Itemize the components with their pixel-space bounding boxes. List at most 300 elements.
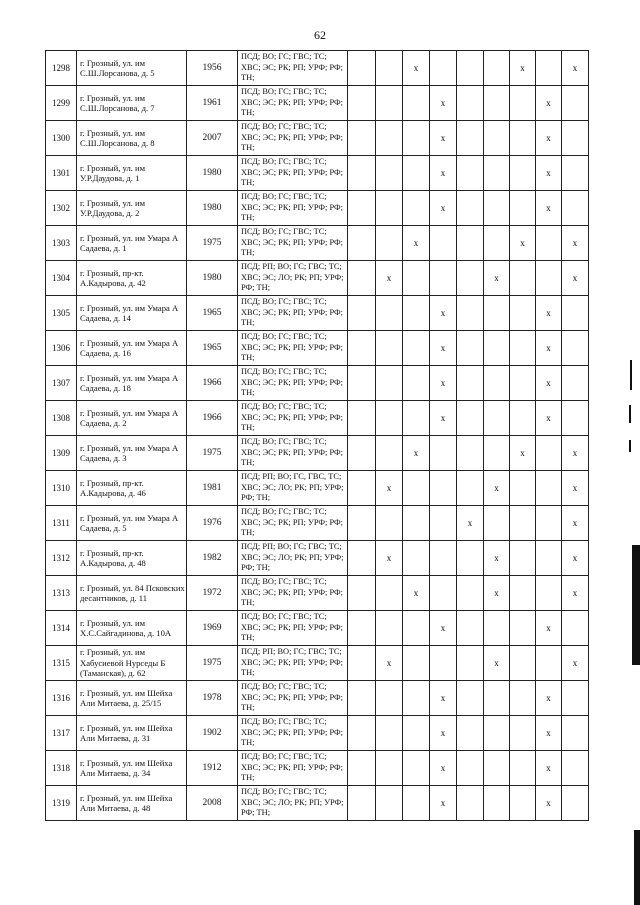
mark-cell (562, 156, 589, 191)
table-row (46, 51, 589, 86)
mark-cell: x (430, 191, 457, 226)
services-cell: ПСД; ВО; ГС; ГВС; ТС; ХВС; ЭС; РК; РП; УРФ; РФ; ТН; (238, 611, 348, 646)
mark-cell (562, 786, 589, 821)
table-row (46, 611, 589, 646)
mark-cell (510, 541, 536, 576)
mark-cell (457, 296, 484, 331)
mark-cell: x (376, 261, 403, 296)
table-row (46, 121, 589, 156)
mark-cell: x (562, 261, 589, 296)
mark-cell (536, 471, 562, 506)
row-number-cell: 1319 (46, 786, 77, 821)
scan-edge-mark (634, 830, 640, 905)
mark-cell (457, 226, 484, 261)
address-cell: г. Грозный, ул. им Умара А Садаева, д. 18 (77, 366, 187, 401)
mark-cell (562, 716, 589, 751)
mark-cell (510, 191, 536, 226)
mark-cell (403, 366, 430, 401)
mark-cell: x (403, 51, 430, 86)
mark-cell (457, 401, 484, 436)
mark-cell: x (484, 646, 510, 681)
mark-cell (430, 471, 457, 506)
mark-cell: x (536, 191, 562, 226)
mark-cell: x (562, 51, 589, 86)
services-cell: ПСД; ВО; ГС; ГВС; ТС; ХВС; ЭС; РК; РП; УРФ; РФ; ТН; (238, 86, 348, 121)
table-row (46, 191, 589, 226)
mark-cell (510, 296, 536, 331)
mark-cell: x (536, 611, 562, 646)
table-row (46, 471, 589, 506)
mark-cell: x (430, 296, 457, 331)
mark-cell (430, 541, 457, 576)
year-cell: 1912 (187, 751, 238, 786)
table-row (46, 366, 589, 401)
mark-cell: x (536, 86, 562, 121)
mark-cell (536, 226, 562, 261)
mark-cell (536, 51, 562, 86)
mark-cell (536, 261, 562, 296)
address-cell: г. Грозный, ул. им С.Ш.Лорсанова, д. 5 (77, 51, 187, 86)
address-cell: г. Грозный, ул. им Умара А Садаева, д. 2 (77, 401, 187, 436)
year-cell: 1978 (187, 681, 238, 716)
mark-cell (376, 751, 403, 786)
mark-cell (457, 576, 484, 611)
mark-cell (457, 86, 484, 121)
mark-cell (376, 576, 403, 611)
services-cell: ПСД; ВО; ГС; ГВС; ТС; ХВС; ЭС; РК; РП; УРФ; РФ; ТН; (238, 401, 348, 436)
mark-cell: x (536, 786, 562, 821)
services-cell: ПСД; ВО; ГС; ГВС; ТС; ХВС; ЭС; РК; РП; УРФ; РФ; ТН; (238, 436, 348, 471)
mark-cell (403, 751, 430, 786)
table-row (46, 786, 589, 821)
mark-cell (457, 751, 484, 786)
services-cell: ПСД; ВО; ГС; ГВС; ТС; ХВС; ЭС; РК; РП; УРФ; РФ; ТН; (238, 121, 348, 156)
mark-cell (457, 681, 484, 716)
mark-cell (562, 296, 589, 331)
mark-cell: x (562, 471, 589, 506)
mark-cell (536, 576, 562, 611)
table-row (46, 751, 589, 786)
mark-cell (457, 156, 484, 191)
mark-cell: x (484, 541, 510, 576)
mark-cell (510, 646, 536, 681)
mark-cell (348, 226, 376, 261)
row-number-cell: 1311 (46, 506, 77, 541)
mark-cell: x (536, 716, 562, 751)
mark-cell (430, 646, 457, 681)
mark-cell: x (484, 576, 510, 611)
mark-cell (536, 506, 562, 541)
mark-cell (562, 751, 589, 786)
mark-cell (403, 716, 430, 751)
mark-cell (536, 541, 562, 576)
mark-cell (348, 331, 376, 366)
mark-cell (484, 366, 510, 401)
mark-cell (348, 751, 376, 786)
table-row (46, 541, 589, 576)
mark-cell (484, 191, 510, 226)
mark-cell (510, 471, 536, 506)
address-cell: г. Грозный, ул. им Шейха Али Митаева, д. 31 (77, 716, 187, 751)
mark-cell (430, 436, 457, 471)
mark-cell (457, 436, 484, 471)
mark-cell: x (376, 646, 403, 681)
services-cell: ПСД; ВО; ГС; ГВС; ТС; ХВС; ЭС; РК; РП; УРФ; РФ; ТН; (238, 331, 348, 366)
mark-cell: x (430, 86, 457, 121)
mark-cell (536, 436, 562, 471)
mark-cell (376, 226, 403, 261)
mark-cell (403, 191, 430, 226)
services-cell: ПСД; РП; ВО; ГС, ГВС, ТС; ХВС; ЭС; ЛО; РК; РП; УРФ; РФ; ТН; (238, 471, 348, 506)
services-cell: ПСД; ВО; ГС; ГВС; ТС; ХВС; ЭС; РК; РП; УРФ; РФ; ТН; (238, 296, 348, 331)
mark-cell: x (562, 506, 589, 541)
mark-cell (510, 576, 536, 611)
row-number-cell: 1306 (46, 331, 77, 366)
address-cell: г. Грозный, пр-кт. А.Кадырова, д. 42 (77, 261, 187, 296)
row-number-cell: 1302 (46, 191, 77, 226)
mark-cell (376, 296, 403, 331)
mark-cell (562, 331, 589, 366)
row-number-cell: 1298 (46, 51, 77, 86)
address-cell: г. Грозный, ул. им Шейха Али Митаева, д. 48 (77, 786, 187, 821)
mark-cell: x (430, 681, 457, 716)
mark-cell (376, 191, 403, 226)
mark-cell (430, 51, 457, 86)
address-cell: г. Грозный, ул. им Умара А Садаева, д. 3 (77, 436, 187, 471)
mark-cell (510, 86, 536, 121)
year-cell: 2007 (187, 121, 238, 156)
mark-cell (562, 191, 589, 226)
row-number-cell: 1304 (46, 261, 77, 296)
mark-cell: x (376, 471, 403, 506)
services-cell: ПСД; ВО; ГС; ГВС; ТС; ХВС; ЭС; РК; РП; УРФ; РФ; ТН; (238, 681, 348, 716)
mark-cell (484, 506, 510, 541)
year-cell: 1965 (187, 296, 238, 331)
mark-cell (510, 716, 536, 751)
mark-cell: x (430, 121, 457, 156)
mark-cell: x (536, 366, 562, 401)
mark-cell: x (430, 611, 457, 646)
mark-cell (403, 86, 430, 121)
year-cell: 1902 (187, 716, 238, 751)
year-cell: 1981 (187, 471, 238, 506)
mark-cell (484, 296, 510, 331)
mark-cell (403, 401, 430, 436)
row-number-cell: 1305 (46, 296, 77, 331)
year-cell: 1975 (187, 646, 238, 681)
mark-cell (376, 51, 403, 86)
mark-cell (376, 436, 403, 471)
table-row (46, 86, 589, 121)
mark-cell (348, 681, 376, 716)
row-number-cell: 1301 (46, 156, 77, 191)
services-cell: ПСД; РП; ВО; ГС; ГВС; ТС; ХВС; ЭС; ЛО; РК; РП; УРФ; РФ; ТН; (238, 541, 348, 576)
mark-cell (510, 506, 536, 541)
year-cell: 1961 (187, 86, 238, 121)
mark-cell (403, 331, 430, 366)
address-cell: г. Грозный, ул. им С.Ш.Лорсанова, д. 7 (77, 86, 187, 121)
mark-cell (510, 156, 536, 191)
year-cell: 2008 (187, 786, 238, 821)
mark-cell (484, 751, 510, 786)
mark-cell (430, 576, 457, 611)
year-cell: 1975 (187, 436, 238, 471)
row-number-cell: 1312 (46, 541, 77, 576)
row-number-cell: 1299 (46, 86, 77, 121)
address-cell: г. Грозный, ул. им Умара А Садаева, д. 14 (77, 296, 187, 331)
mark-cell (376, 786, 403, 821)
mark-cell (376, 86, 403, 121)
mark-cell (403, 506, 430, 541)
scan-edge-mark (632, 545, 640, 665)
address-cell: г. Грозный, пр-кт. А.Кадырова, д. 46 (77, 471, 187, 506)
mark-cell (430, 506, 457, 541)
mark-cell (457, 541, 484, 576)
row-number-cell: 1314 (46, 611, 77, 646)
mark-cell (510, 121, 536, 156)
address-cell: г. Грозный, ул. им Умара А Садаева, д. 5 (77, 506, 187, 541)
mark-cell (484, 226, 510, 261)
row-number-cell: 1316 (46, 681, 77, 716)
mark-cell (510, 331, 536, 366)
mark-cell (536, 646, 562, 681)
mark-cell (457, 611, 484, 646)
table-row (46, 296, 589, 331)
address-cell: г. Грозный, ул. им У.Р.Даудова, д. 2 (77, 191, 187, 226)
mark-cell: x (403, 436, 430, 471)
mark-cell: x (536, 296, 562, 331)
mark-cell: x (536, 156, 562, 191)
address-cell: г. Грозный, ул. им С.Ш.Лорсанова, д. 8 (77, 121, 187, 156)
mark-cell (484, 716, 510, 751)
year-cell: 1966 (187, 366, 238, 401)
mark-cell (348, 646, 376, 681)
row-number-cell: 1307 (46, 366, 77, 401)
row-number-cell: 1310 (46, 471, 77, 506)
scan-edge-mark (630, 360, 632, 390)
address-cell: г. Грозный, ул. 84 Псковских десантников, д. 11 (77, 576, 187, 611)
mark-cell: x (562, 646, 589, 681)
page-number: 62 (314, 28, 326, 42)
mark-cell (457, 261, 484, 296)
mark-cell (376, 156, 403, 191)
mark-cell (484, 331, 510, 366)
mark-cell (403, 611, 430, 646)
mark-cell (348, 261, 376, 296)
mark-cell (457, 716, 484, 751)
mark-cell (348, 506, 376, 541)
mark-cell: x (430, 751, 457, 786)
mark-cell (484, 436, 510, 471)
services-cell: ПСД; ВО; ГС; ГВС; ТС; ХВС; ЭС; РК; РП; УРФ; РФ; ТН; (238, 751, 348, 786)
mark-cell (403, 156, 430, 191)
mark-cell (376, 506, 403, 541)
address-cell: г. Грозный, ул. им У.Р.Даудова, д. 1 (77, 156, 187, 191)
table-row (46, 681, 589, 716)
table-row (46, 156, 589, 191)
mark-cell (484, 786, 510, 821)
year-cell: 1975 (187, 226, 238, 261)
mark-cell (403, 646, 430, 681)
mark-cell (376, 716, 403, 751)
mark-cell (403, 261, 430, 296)
table-row (46, 576, 589, 611)
row-number-cell: 1313 (46, 576, 77, 611)
mark-cell (348, 471, 376, 506)
mark-cell (562, 366, 589, 401)
mark-cell (457, 191, 484, 226)
mark-cell: x (430, 331, 457, 366)
year-cell: 1972 (187, 576, 238, 611)
mark-cell (457, 51, 484, 86)
table-row (46, 261, 589, 296)
mark-cell (348, 401, 376, 436)
mark-cell (457, 471, 484, 506)
services-cell: ПСД; РП; ВО; ГС; ГВС; ТС; ХВС; ЭС; РК; РП; УРФ; РФ; ТН; (238, 646, 348, 681)
scan-edge-mark (629, 405, 631, 423)
mark-cell (348, 86, 376, 121)
mark-cell: x (484, 471, 510, 506)
services-cell: ПСД; ВО; ГС; ГВС; ТС; ХВС; ЭС; РК; РП; УРФ; РФ; ТН; (238, 366, 348, 401)
mark-cell (348, 121, 376, 156)
mark-cell (562, 401, 589, 436)
mark-cell (510, 261, 536, 296)
address-cell: г. Грозный, ул. им Хабусиевой Нурседы Б (Таманская), д. 62 (77, 646, 187, 681)
mark-cell (457, 786, 484, 821)
mark-cell (348, 541, 376, 576)
services-cell: ПСД; ВО; ГС; ГВС; ТС; ХВС; ЭС; РК; РП; УРФ; РФ; ТН; (238, 576, 348, 611)
mark-cell (484, 401, 510, 436)
row-number-cell: 1317 (46, 716, 77, 751)
services-cell: ПСД; ВО; ГС; ГВС; ТС; ХВС; ЭС; РК; РП; УРФ; РФ; ТН; (238, 506, 348, 541)
services-cell: ПСД; ВО; ГС; ГВС; ТС; ХВС; ЭС; РК; РП; УРФ; РФ; ТН; (238, 226, 348, 261)
mark-cell (376, 331, 403, 366)
year-cell: 1976 (187, 506, 238, 541)
table-row (46, 331, 589, 366)
mark-cell (348, 716, 376, 751)
table-row (46, 401, 589, 436)
mark-cell: x (562, 226, 589, 261)
mark-cell: x (376, 541, 403, 576)
services-cell: ПСД; ВО; ГС; ГВС; ТС; ХВС; ЭС; ЛО; РК; РП; УРФ; РФ; ТН; (238, 786, 348, 821)
mark-cell (348, 156, 376, 191)
mark-cell (348, 51, 376, 86)
mark-cell (376, 401, 403, 436)
mark-cell: x (430, 401, 457, 436)
row-number-cell: 1318 (46, 751, 77, 786)
mark-cell (430, 261, 457, 296)
mark-cell (348, 576, 376, 611)
mark-cell (484, 51, 510, 86)
mark-cell (348, 611, 376, 646)
year-cell: 1980 (187, 191, 238, 226)
year-cell: 1980 (187, 261, 238, 296)
table-row (46, 716, 589, 751)
mark-cell: x (430, 366, 457, 401)
year-cell: 1965 (187, 331, 238, 366)
mark-cell (403, 681, 430, 716)
mark-cell: x (562, 576, 589, 611)
mark-cell: x (457, 506, 484, 541)
mark-cell (562, 681, 589, 716)
mark-cell: x (510, 226, 536, 261)
mark-cell (403, 471, 430, 506)
mark-cell (510, 401, 536, 436)
mark-cell (457, 331, 484, 366)
mark-cell (510, 611, 536, 646)
services-cell: ПСД; РП; ВО; ГС; ГВС; ТС; ХВС; ЭС; ЛО; РК; РП; УРФ; РФ; ТН; (238, 261, 348, 296)
mark-cell: x (510, 51, 536, 86)
mark-cell (403, 296, 430, 331)
address-cell: г. Грозный, ул. им Умара А Садаева, д. 16 (77, 331, 187, 366)
mark-cell: x (536, 401, 562, 436)
year-cell: 1982 (187, 541, 238, 576)
mark-cell (484, 681, 510, 716)
mark-cell: x (536, 121, 562, 156)
mark-cell (376, 611, 403, 646)
address-cell: г. Грозный, ул. им Умара А Садаева, д. 1 (77, 226, 187, 261)
mark-cell (562, 121, 589, 156)
mark-cell: x (403, 226, 430, 261)
mark-cell (484, 611, 510, 646)
row-number-cell: 1315 (46, 646, 77, 681)
mark-cell (457, 646, 484, 681)
mark-cell (403, 121, 430, 156)
mark-cell: x (562, 436, 589, 471)
housing-registry-table (45, 50, 589, 821)
mark-cell (348, 296, 376, 331)
mark-cell (348, 191, 376, 226)
services-cell: ПСД; ВО; ГС; ГВС; ТС; ХВС; ЭС; РК; РП; УРФ; РФ; ТН; (238, 716, 348, 751)
mark-cell (510, 751, 536, 786)
scan-edge-mark (629, 440, 631, 452)
mark-cell: x (562, 541, 589, 576)
row-number-cell: 1300 (46, 121, 77, 156)
table-row (46, 646, 589, 681)
mark-cell (403, 786, 430, 821)
mark-cell: x (536, 681, 562, 716)
address-cell: г. Грозный, ул. им Шейха Али Митаева, д. 25/15 (77, 681, 187, 716)
mark-cell (348, 436, 376, 471)
address-cell: г. Грозный, пр-кт. А.Кадырова, д. 48 (77, 541, 187, 576)
mark-cell (510, 786, 536, 821)
mark-cell: x (430, 716, 457, 751)
mark-cell: x (536, 751, 562, 786)
address-cell: г. Грозный, ул. им Шейха Али Митаева, д. 34 (77, 751, 187, 786)
mark-cell (484, 121, 510, 156)
mark-cell (484, 86, 510, 121)
mark-cell: x (510, 436, 536, 471)
row-number-cell: 1309 (46, 436, 77, 471)
mark-cell: x (403, 576, 430, 611)
mark-cell (562, 611, 589, 646)
mark-cell: x (430, 156, 457, 191)
services-cell: ПСД; ВО; ГС; ГВС; ТС; ХВС; ЭС; РК; РП; УРФ; РФ; ТН; (238, 156, 348, 191)
mark-cell: x (430, 786, 457, 821)
mark-cell (430, 226, 457, 261)
mark-cell (510, 366, 536, 401)
mark-cell: x (484, 261, 510, 296)
address-cell: г. Грозный, ул. им Х.С.Сайгадинова, д. 10А (77, 611, 187, 646)
year-cell: 1966 (187, 401, 238, 436)
year-cell: 1980 (187, 156, 238, 191)
table-row (46, 506, 589, 541)
mark-cell (457, 366, 484, 401)
services-cell: ПСД; ВО; ГС; ГВС; ТС; ХВС; ЭС; РК; РП; УРФ; РФ; ТН; (238, 51, 348, 86)
mark-cell: x (536, 331, 562, 366)
services-cell: ПСД; ВО; ГС; ГВС; ТС; ХВС; ЭС; РК; РП; УРФ; РФ; ТН; (238, 191, 348, 226)
row-number-cell: 1303 (46, 226, 77, 261)
